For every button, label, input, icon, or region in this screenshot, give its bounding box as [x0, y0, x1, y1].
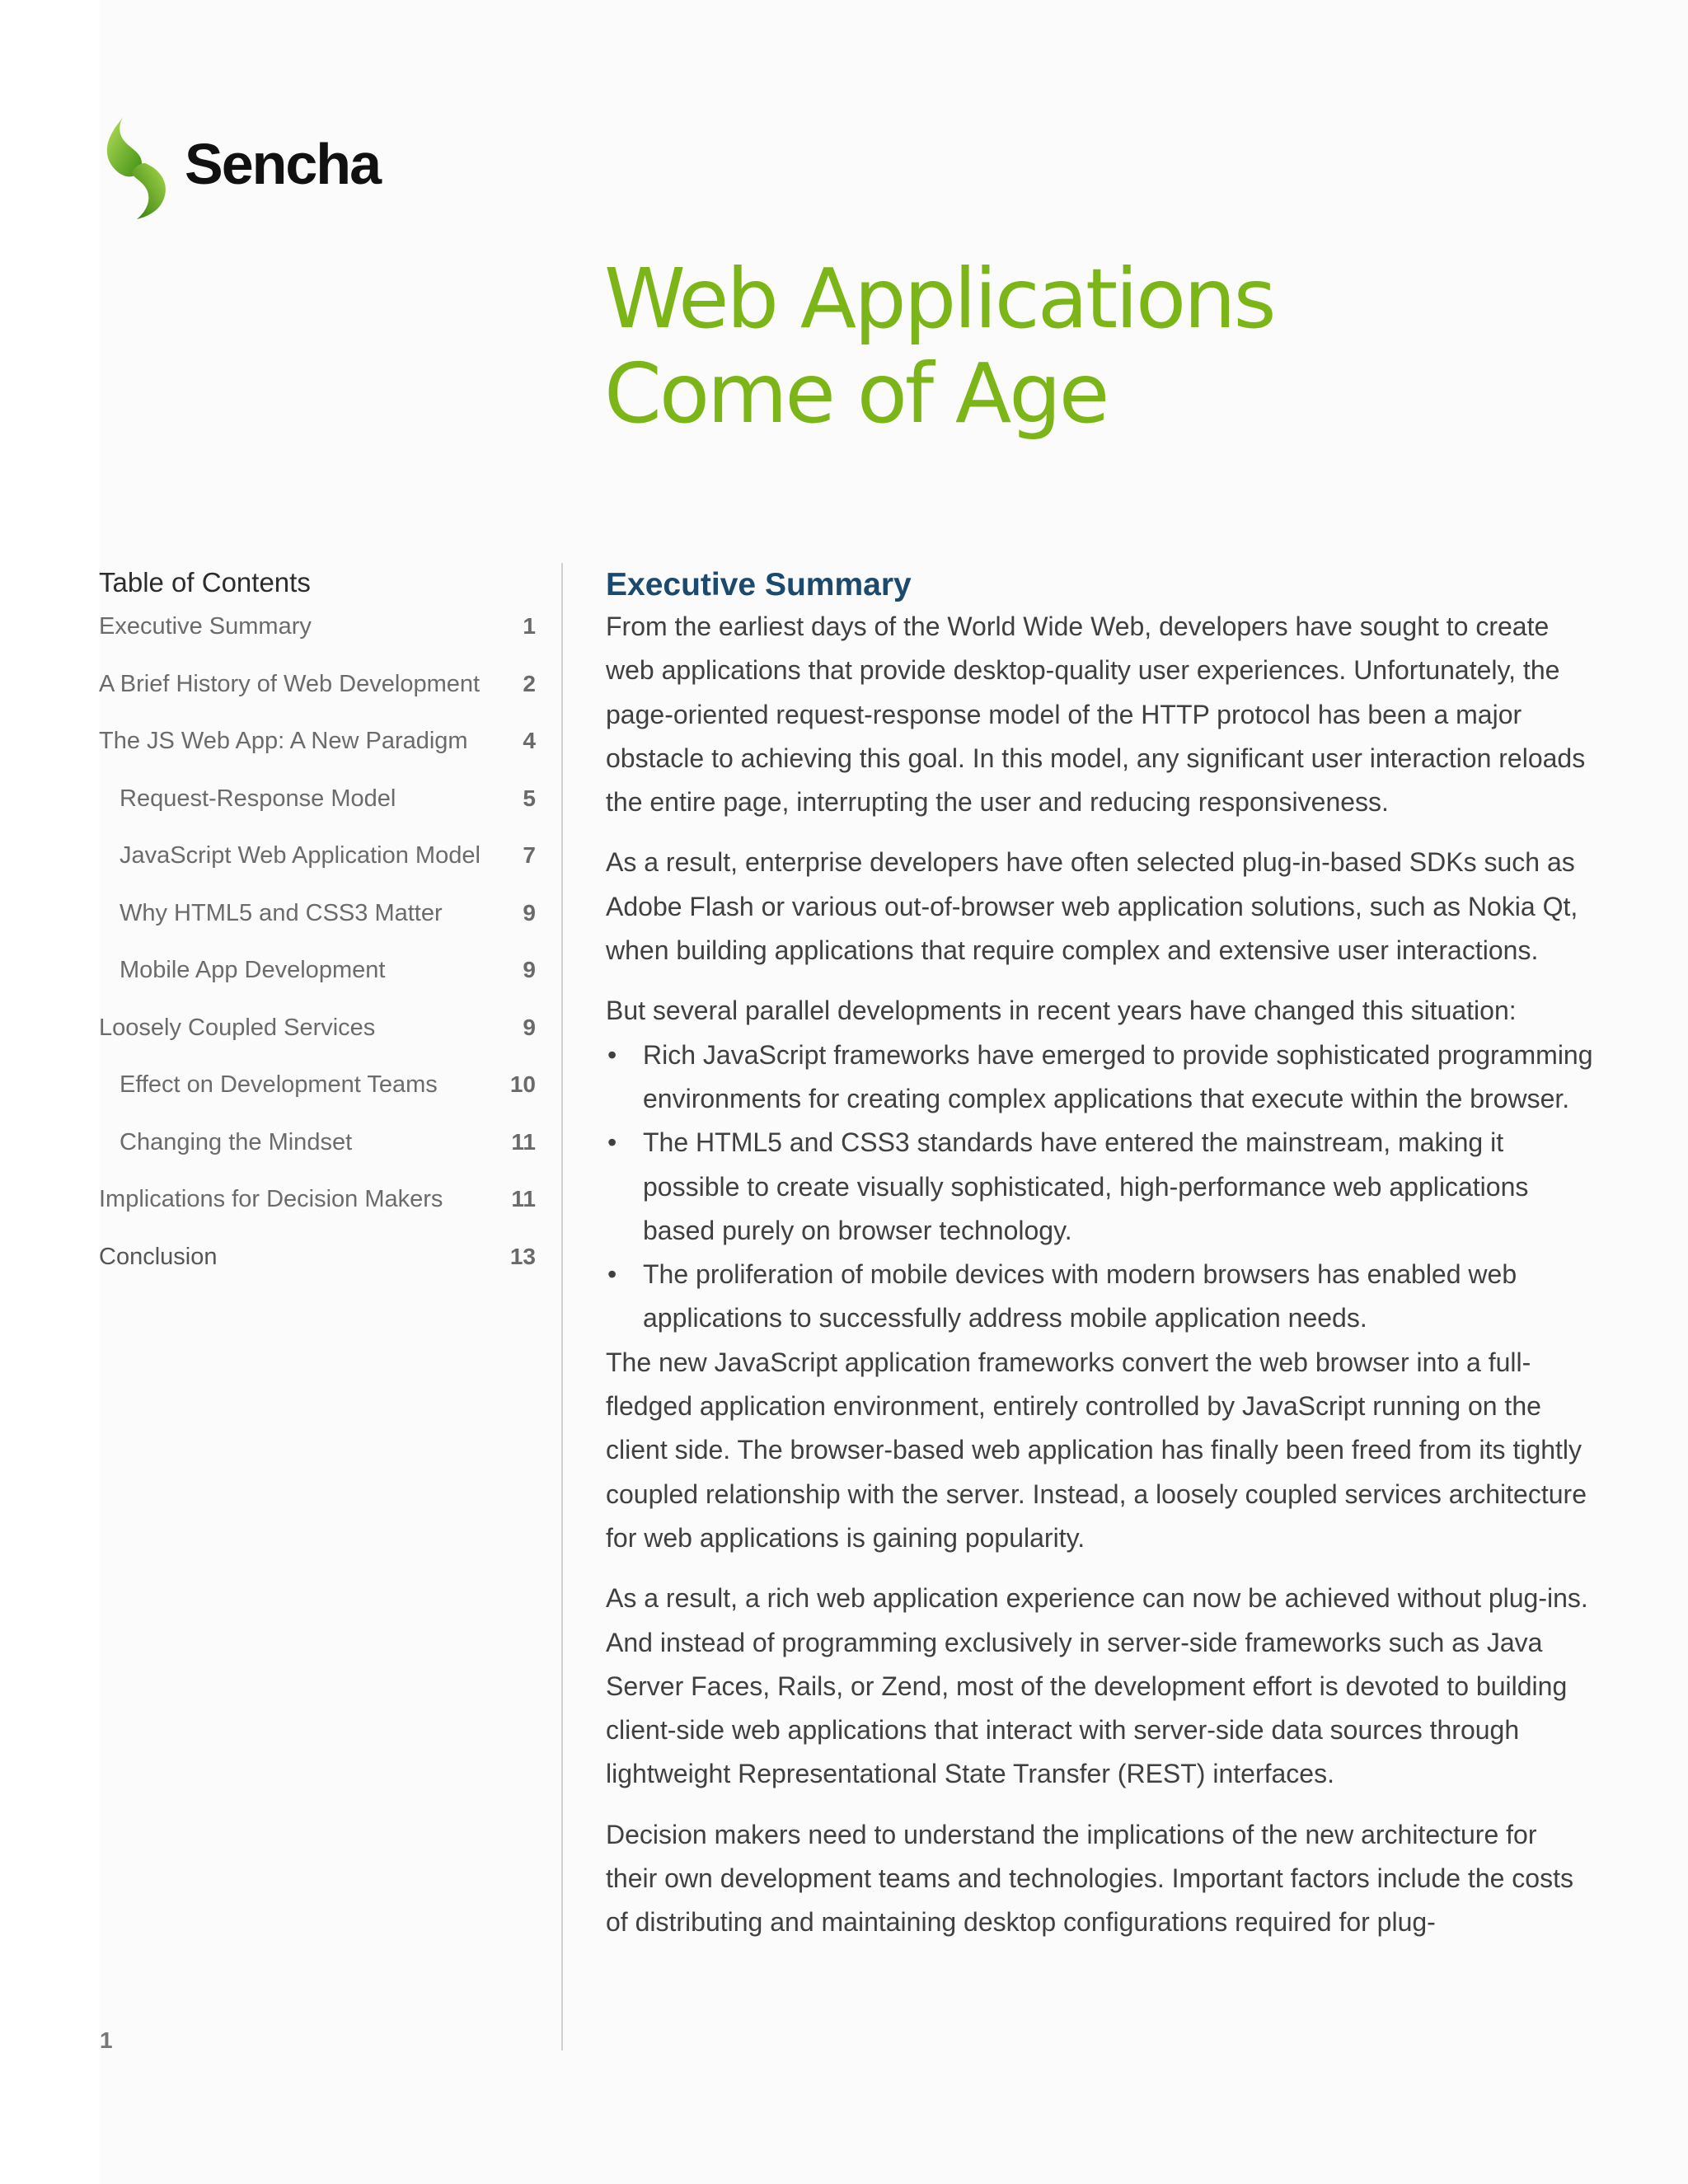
toc-item-loosely-coupled[interactable]	[99, 1015, 536, 1072]
toc-heading: Table of Contents	[99, 567, 311, 598]
title-line-1: Web Applications	[604, 251, 1274, 347]
bullet-item: • Rich JavaScript frameworks have emerged to provide sophisticated programming environments for creating complex applications that execute within the browser.	[606, 1033, 1595, 1122]
toc-item-page: 10	[509, 1071, 536, 1097]
toc-item-page: 9	[523, 1014, 536, 1040]
toc-item-decision-makers[interactable]	[99, 1186, 536, 1244]
toc-item-label: Why HTML5 and CSS3 Matter	[120, 899, 443, 926]
brand-name: Sencha	[185, 132, 380, 196]
toc-item-page: 11	[511, 1128, 536, 1155]
toc-item-html5-css3[interactable]	[99, 900, 536, 958]
page-number: 1	[100, 2027, 113, 2053]
toc-item-label: Mobile App Development	[120, 957, 386, 983]
column-divider	[561, 563, 563, 2050]
title-line-2: Come of Age	[604, 345, 1108, 442]
toc-item-brief-history[interactable]	[99, 671, 536, 729]
toc-item-label: Changing the Mindset	[120, 1128, 353, 1155]
toc-item-page: 4	[523, 728, 536, 753]
toc-item-page: 9	[523, 899, 536, 926]
body-paragraph: But several parallel developments in recent years have changed this situation:	[606, 996, 1517, 1026]
toc-item-js-app-model[interactable]	[99, 842, 536, 900]
toc-item-mindset[interactable]	[99, 1129, 536, 1187]
body-paragraph: As a result, a rich web application experience can now be achieved without plug-ins. And instead of programming exclusively in server-side frameworks such as Java Server Faces, Rails, or Zend, most of the development effort is devoted to building client-side web applications that interact with server-side data sources through lightweight Representational State Transfer (REST) interfaces.	[606, 1583, 1588, 1789]
toc-item-dev-teams[interactable]	[99, 1071, 536, 1129]
toc-list	[99, 613, 536, 1301]
toc-item-page: 5	[523, 785, 536, 811]
toc-item-page: 11	[511, 1186, 536, 1212]
toc-item-js-web-app[interactable]	[99, 728, 536, 785]
toc-item-mobile-app[interactable]	[99, 957, 536, 1015]
toc-item-page: 13	[509, 1243, 536, 1269]
toc-item-page: 2	[523, 670, 536, 696]
sencha-logo	[99, 114, 380, 221]
toc-item-label: Request-Response Model	[120, 785, 396, 812]
main-content	[606, 565, 1595, 1961]
toc-item-conclusion[interactable]	[99, 1244, 536, 1301]
body-paragraph: The new JavaScript application frameworks convert the web browser into a full-fledged application environment, entirely controlled by JavaScript running on the client side. The browser-based web application has finally been freed from its tightly coupled relationship with the server. Instead, a loosely coupled services architecture for web applications is gaining popularity.	[606, 1347, 1587, 1553]
sencha-leaf-icon	[99, 114, 181, 221]
bullet-list	[606, 1033, 1595, 1341]
toc-item-label: The JS Web App: A New Paradigm	[99, 728, 468, 754]
toc-item-page: 9	[523, 957, 536, 982]
toc-item-label: Conclusion	[99, 1243, 218, 1270]
table-of-contents	[99, 567, 536, 1301]
toc-item-label: Effect on Development Teams	[120, 1071, 438, 1098]
body-paragraph: Decision makers need to understand the implications of the new architecture for their own development teams and technologies. Important factors include the costs of distributing and maintaining desktop configurations required for plug-	[606, 1819, 1573, 1938]
toc-item-executive-summary[interactable]	[99, 613, 536, 671]
toc-item-label: Implications for Decision Makers	[99, 1186, 443, 1212]
bullet-item: • The proliferation of mobile devices with modern browsers has enabled web applications to successfully address mobile application needs.	[606, 1253, 1595, 1341]
document-title	[604, 251, 1593, 441]
section-heading: Executive Summary	[606, 567, 912, 602]
body-paragraph: As a result, enterprise developers have often selected plug-in-based SDKs such as Adobe Flash or various out-of-browser web application solutions, such as Nokia Qt, when building applications that require complex and extensive user interactions.	[606, 847, 1578, 966]
bullet-item: • The HTML5 and CSS3 standards have entered the mainstream, making it possible to create visually sophisticated, high-performance web applications based purely on browser technology.	[606, 1121, 1595, 1253]
body-paragraph: From the earliest days of the World Wide Web, developers have sought to create web applications that provide desktop-quality user experiences. Unfortunately, the page-oriented request-response model of the HTTP protocol has been a major obstacle to achieving this goal. In this model, any significant user interaction reloads the entire page, interrupting the user and reducing responsiveness.	[606, 612, 1586, 818]
toc-item-page: 7	[523, 842, 536, 868]
toc-item-label: Executive Summary	[99, 613, 312, 640]
toc-item-label: Loosely Coupled Services	[99, 1014, 376, 1041]
toc-item-label: JavaScript Web Application Model	[120, 842, 481, 869]
toc-item-label: A Brief History of Web Development	[99, 670, 481, 697]
toc-item-request-response[interactable]	[99, 785, 536, 843]
toc-item-page: 1	[523, 613, 536, 639]
